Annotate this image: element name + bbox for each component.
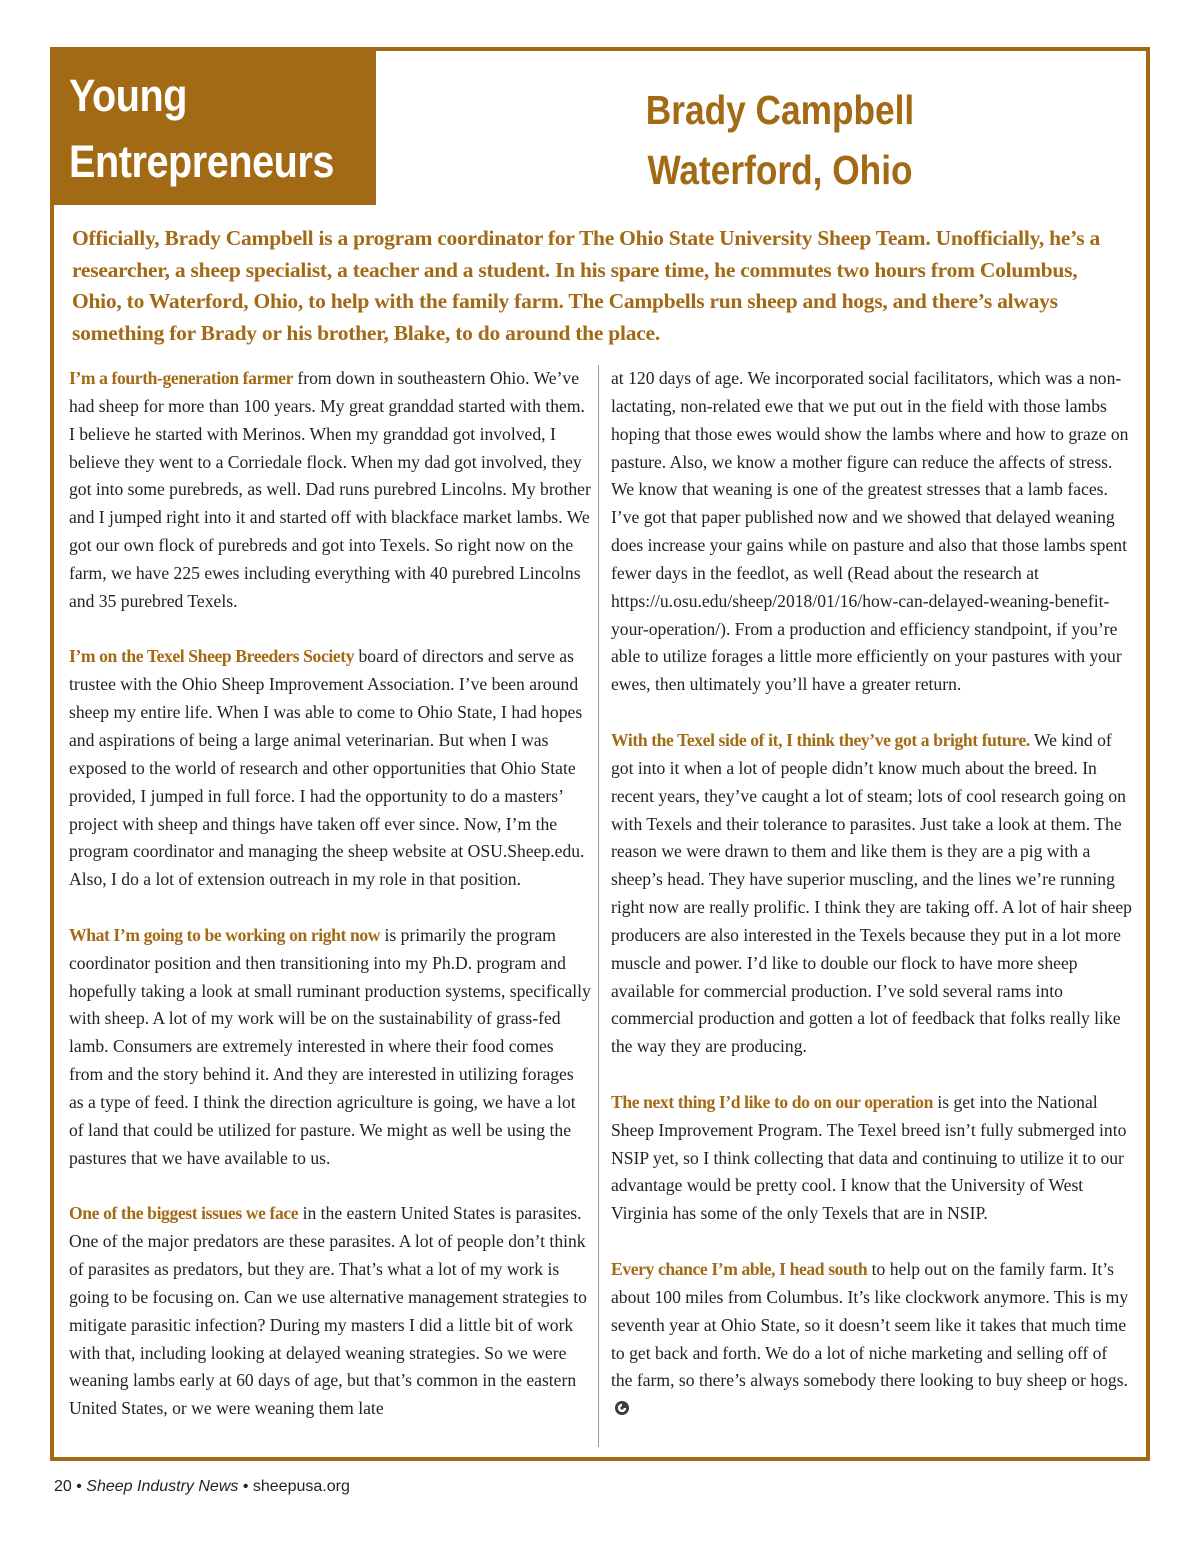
website-url: sheepusa.org	[252, 1478, 350, 1495]
paragraph-text: board of directors and serve as trustee with the Ohio Sheep Improvement Association. I’ve been around sheep my entire life. When I was able to come to Ohio State, I had hopes and aspirations of being a large animal veterinarian. But when I was exposed to the world of research and other opportunities that Ohio State provided, I jumped in full force. I had the opportunity to do a masters’ project with sheep and things have taken off ever since. Now, I’m the program coordinator and managing the sheep website at OSU.Sheep.edu. Also, I do a lot of extension outreach in my role in that position.	[69, 646, 585, 890]
intro-paragraph: Officially, Brady Campbell is a program coordinator for The Ohio State University Sheep Team. Unofficially, he’s a researcher, a sheep specialist, a teacher and a student. In his spare time, he commutes two hours from Columbus, Ohio, to Waterford, Ohio, to help with the family farm. The Campbells run sheep and hogs, and there’s always something for Brady or his brother, Blake, to do around the place.	[72, 226, 1100, 345]
paragraph-lead: With the Texel side of it, I think they’ve got a bright future.	[611, 729, 1030, 750]
footer-separator: •	[71, 1478, 87, 1495]
paragraph	[69, 643, 591, 894]
headline-location: Waterford, Ohio	[647, 147, 913, 193]
paragraph-lead: What I’m going to be working on right now	[69, 924, 381, 945]
paragraph-text: from down in southeastern Ohio. We’ve had sheep for more than 100 years. My great granddad started with them. I believe he started with Merinos. When my granddad got involved, I believe they went to a Corriedale flock. When my dad got involved, they got into some purebreds, as well. Dad runs purebred Lincolns. My brother and I jumped right into it and started off with blackface market lambs. We got our own flock of purebreds and got into Texels. So right now on the farm, we have 225 ewes including everything with 40 purebred Lincolns and 35 purebred Texels.	[69, 368, 591, 611]
section-label	[54, 51, 376, 205]
paragraph-lead: Every chance I’m able, I head south	[611, 1259, 868, 1279]
paragraph-text: at 120 days of age. We incorporated social facilitators, which was a non-lactating, non-related ewe that we put out in the field with those lambs hoping that those ewes would show the lambs where and how to graze on pasture. Also, we know a mother figure can reduce the affects of stress. We know that weaning is one of the greatest stresses that a lamb faces. I’ve got that paper published now and we showed that delayed weaning does increase your gains while on pasture and also that those lambs spent fewer days in the feedlot, as well (Read about the research at https://u.osu.edu/sheep/2018/01/16/how-can-delayed-weaning-benefit-your-operation/). From a production and efficiency standpoint, if you’re able to utilize forages a little more efficiently on your pastures with your ewes, then ultimately you’ll have a greater return.	[611, 368, 1129, 695]
right-column	[598, 365, 1132, 1447]
paragraph-lead: I’m on the Texel Sheep Breeders Society	[69, 646, 355, 667]
paragraph	[611, 365, 1132, 699]
paragraph-lead: I’m a fourth-generation farmer	[69, 368, 293, 388]
paragraph-lead: One of the biggest issues we face	[69, 1203, 299, 1224]
paragraph	[69, 1200, 591, 1423]
left-column	[69, 365, 591, 1451]
footer-separator: •	[238, 1478, 253, 1495]
paragraph	[69, 365, 591, 616]
page-number: 20	[54, 1478, 72, 1495]
paragraph	[69, 922, 591, 1173]
paragraph-text: is get into the National Sheep Improvement Program. The Texel breed isn’t fully submerged into NSIP yet, so I think collecting that data and continuing to utilize it to our advantage would be pretty cool. I know that the University of West Virginia has some of the only Texels that are in NSIP.	[611, 1091, 1127, 1224]
paragraph	[611, 1089, 1132, 1228]
paragraph-text: to help out on the family farm. It’s about 100 miles from Columbus. It’s like clockwork anymore. This is my seventh year at Ohio State, so it doesn’t seem like it takes that much time to get back and forth. We do a lot of niche marketing and selling off of the farm, so there’s always somebody there looking to buy sheep or hogs.	[611, 1259, 1129, 1391]
section-label-line1: Young	[69, 70, 188, 121]
paragraph	[611, 727, 1132, 1061]
paragraph-text: We kind of got into it when a lot of people didn’t know much about the breed. In recent years, they’ve caught a lot of steam; lots of cool research going on with Texels and their tolerance to parasites. Just take a look at them. The reason we were drawn to them and like them is they are a pig with a sheep’s head. They have superior muscling, and the lines we’re running right now are really prolific. I think they are taking off. A lot of hair sheep producers are also interested in the Texels because they put in a lot more muscle and power. I’d like to double our flock to have more sheep available for commercial production. I’ve sold several rams into commercial production and gotten a lot of feedback that folks really like the way they are producing.	[611, 729, 1132, 1057]
publication-name: Sheep Industry News	[86, 1478, 239, 1495]
paragraph-lead: The next thing I’d like to do on our operation	[611, 1091, 933, 1112]
section-label-line2: Entrepreneurs	[69, 136, 334, 187]
article-headline	[560, 80, 1000, 200]
paragraph-text: is primarily the program coordinator position and then transitioning into my Ph.D. program and hopefully taking a look at small ruminant production systems, specifically with sheep. A lot of my work will be on the sustainability of grass-fed lamb. Consumers are extremely interested in where their food comes from and the story behind it. And they are interested in utilizing forages as a type of feed. I think the direction agriculture is going, we have a lot of land that could be utilized for pasture. We might as well be using the pastures that we have available to us.	[69, 924, 591, 1168]
page-footer	[54, 1478, 350, 1496]
paragraph-text: in the eastern United States is parasites. One of the major predators are these parasites. A lot of people don’t think of parasites as predators, but they are. That’s what a lot of my work is going to be focusing on. Can we use alternative management strategies to mitigate parasitic infection? During my masters I did a little bit of work with that, including looking at delayed weaning strategies. So we were weaning lambs early at 60 days of age, but that’s common in the eastern United States, or we were weaning them late	[69, 1203, 587, 1419]
sheep-logo-icon	[614, 1400, 630, 1416]
headline-name: Brady Campbell	[645, 87, 915, 133]
paragraph	[611, 1256, 1132, 1423]
